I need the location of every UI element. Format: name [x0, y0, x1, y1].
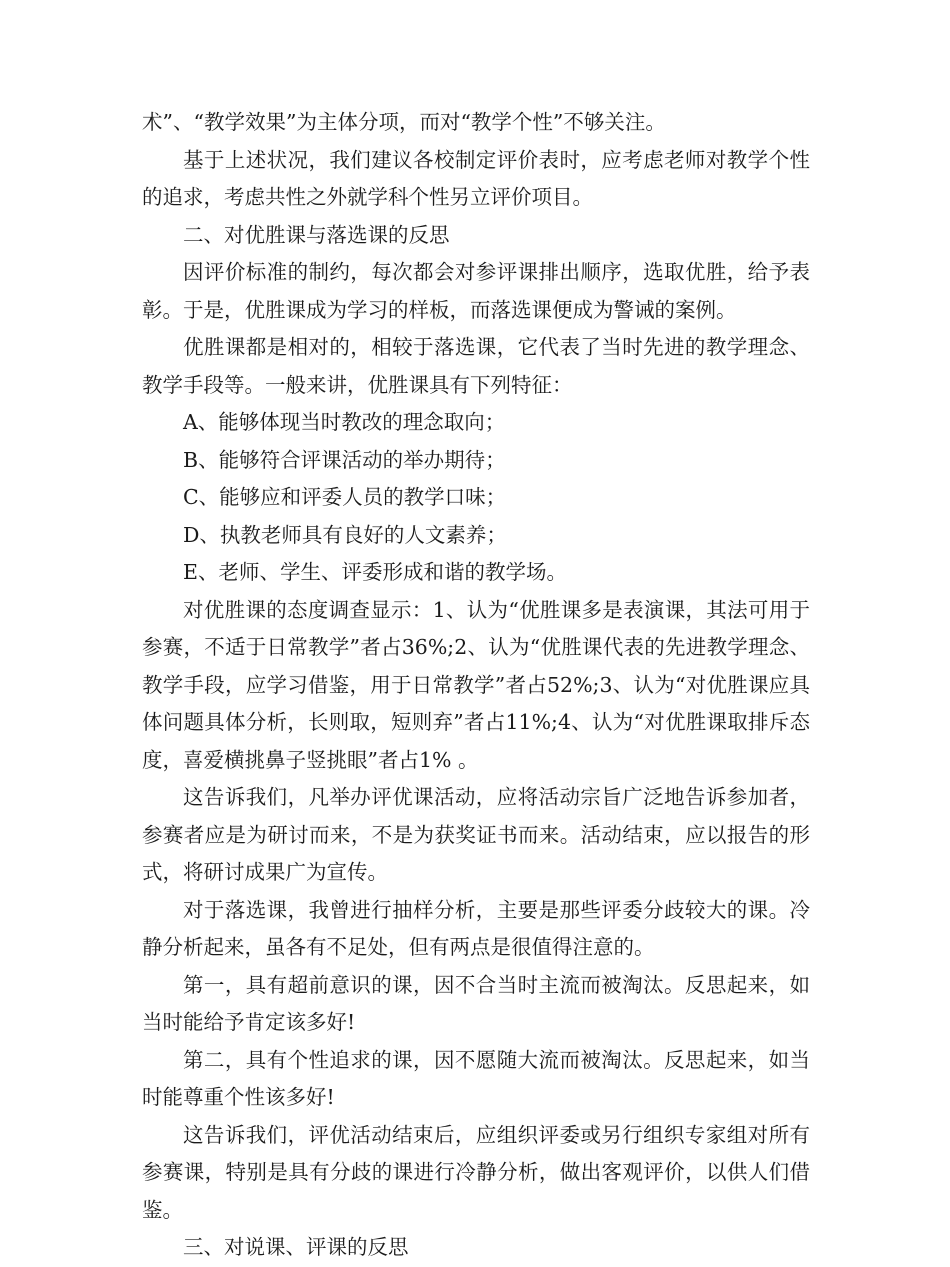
paragraph: 术”、“教学效果”为主体分项，而对“教学个性”不够关注。 [142, 110, 666, 134]
list-item: B、能够符合评课活动的举办期待； [183, 447, 506, 472]
paragraph: 这告诉我们，凡举办评优课活动，应将活动宗旨广泛地告诉参加者，参赛者应是为研讨而来，不是为获奖证书而来。活动结束，应以报告的形式，将研讨成果广为宣传。 [142, 785, 810, 884]
paragraph: 第二，具有个性追求的课，因不愿随大流而被淘汰。反思起来，如当时能尊重个性该多好! [142, 1047, 810, 1109]
paragraph: 对于落选课，我曾进行抽样分析，主要是那些评委分歧较大的课。冷静分析起来，虽各有不足处，但有两点是很值得注意的。 [142, 897, 810, 959]
list-item: D、执教老师具有良好的人文素养； [183, 522, 507, 547]
paragraph: 因评价标准的制约，每次都会对参评课排出顺序，选取优胜，给予表彰。于是，优胜课成为学习的样板，而落选课便成为警诫的案例。 [142, 260, 810, 322]
list-item: A、能够体现当时教改的理念取向； [183, 410, 506, 434]
paragraph: 基于上述状况，我们建议各校制定评价表时，应考虑老师对教学个性的追求，考虑共性之外就学科个性另立评价项目。 [142, 147, 810, 209]
paragraph: 第一，具有超前意识的课，因不合当时主流而被淘汰。反思起来，如当时能给予肯定该多好! [142, 972, 810, 1034]
paragraph: 优胜课都是相对的，相较于落选课，它代表了当时先进的教学理念、教学手段等。一般来讲，优胜课具有下列特征： [142, 335, 810, 397]
list-item: E、老师、学生、评委形成和谐的教学场。 [183, 560, 567, 584]
paragraph: 对优胜课的态度调查显示：1、认为“优胜课多是表演课，其法可用于参赛，不适于日常教学”者占36%;2、认为“优胜课代表的先进教学理念、教学手段，应学习借鉴，用于日常教学”者占52%;3、认为“对优胜课应具体问题具体分析，长则取，短则弃”者占11%;4、认为“对优胜课取排斥态度，喜爱横挑鼻子竖挑眼”者占1% 。 [142, 597, 810, 772]
list-item: C、能够应和评委人员的教学口味； [183, 485, 507, 509]
section-heading: 二、对优胜课与落选课的反思 [183, 222, 450, 247]
document-body [142, 104, 810, 1267]
paragraph: 这告诉我们，评优活动结束后，应组织评委或另行组织专家组对所有参赛课，特别是具有分歧的课进行冷静分析，做出客观评价，以供人们借鉴。 [142, 1122, 810, 1222]
section-heading: 三、对说课、评课的反思 [183, 1235, 409, 1259]
